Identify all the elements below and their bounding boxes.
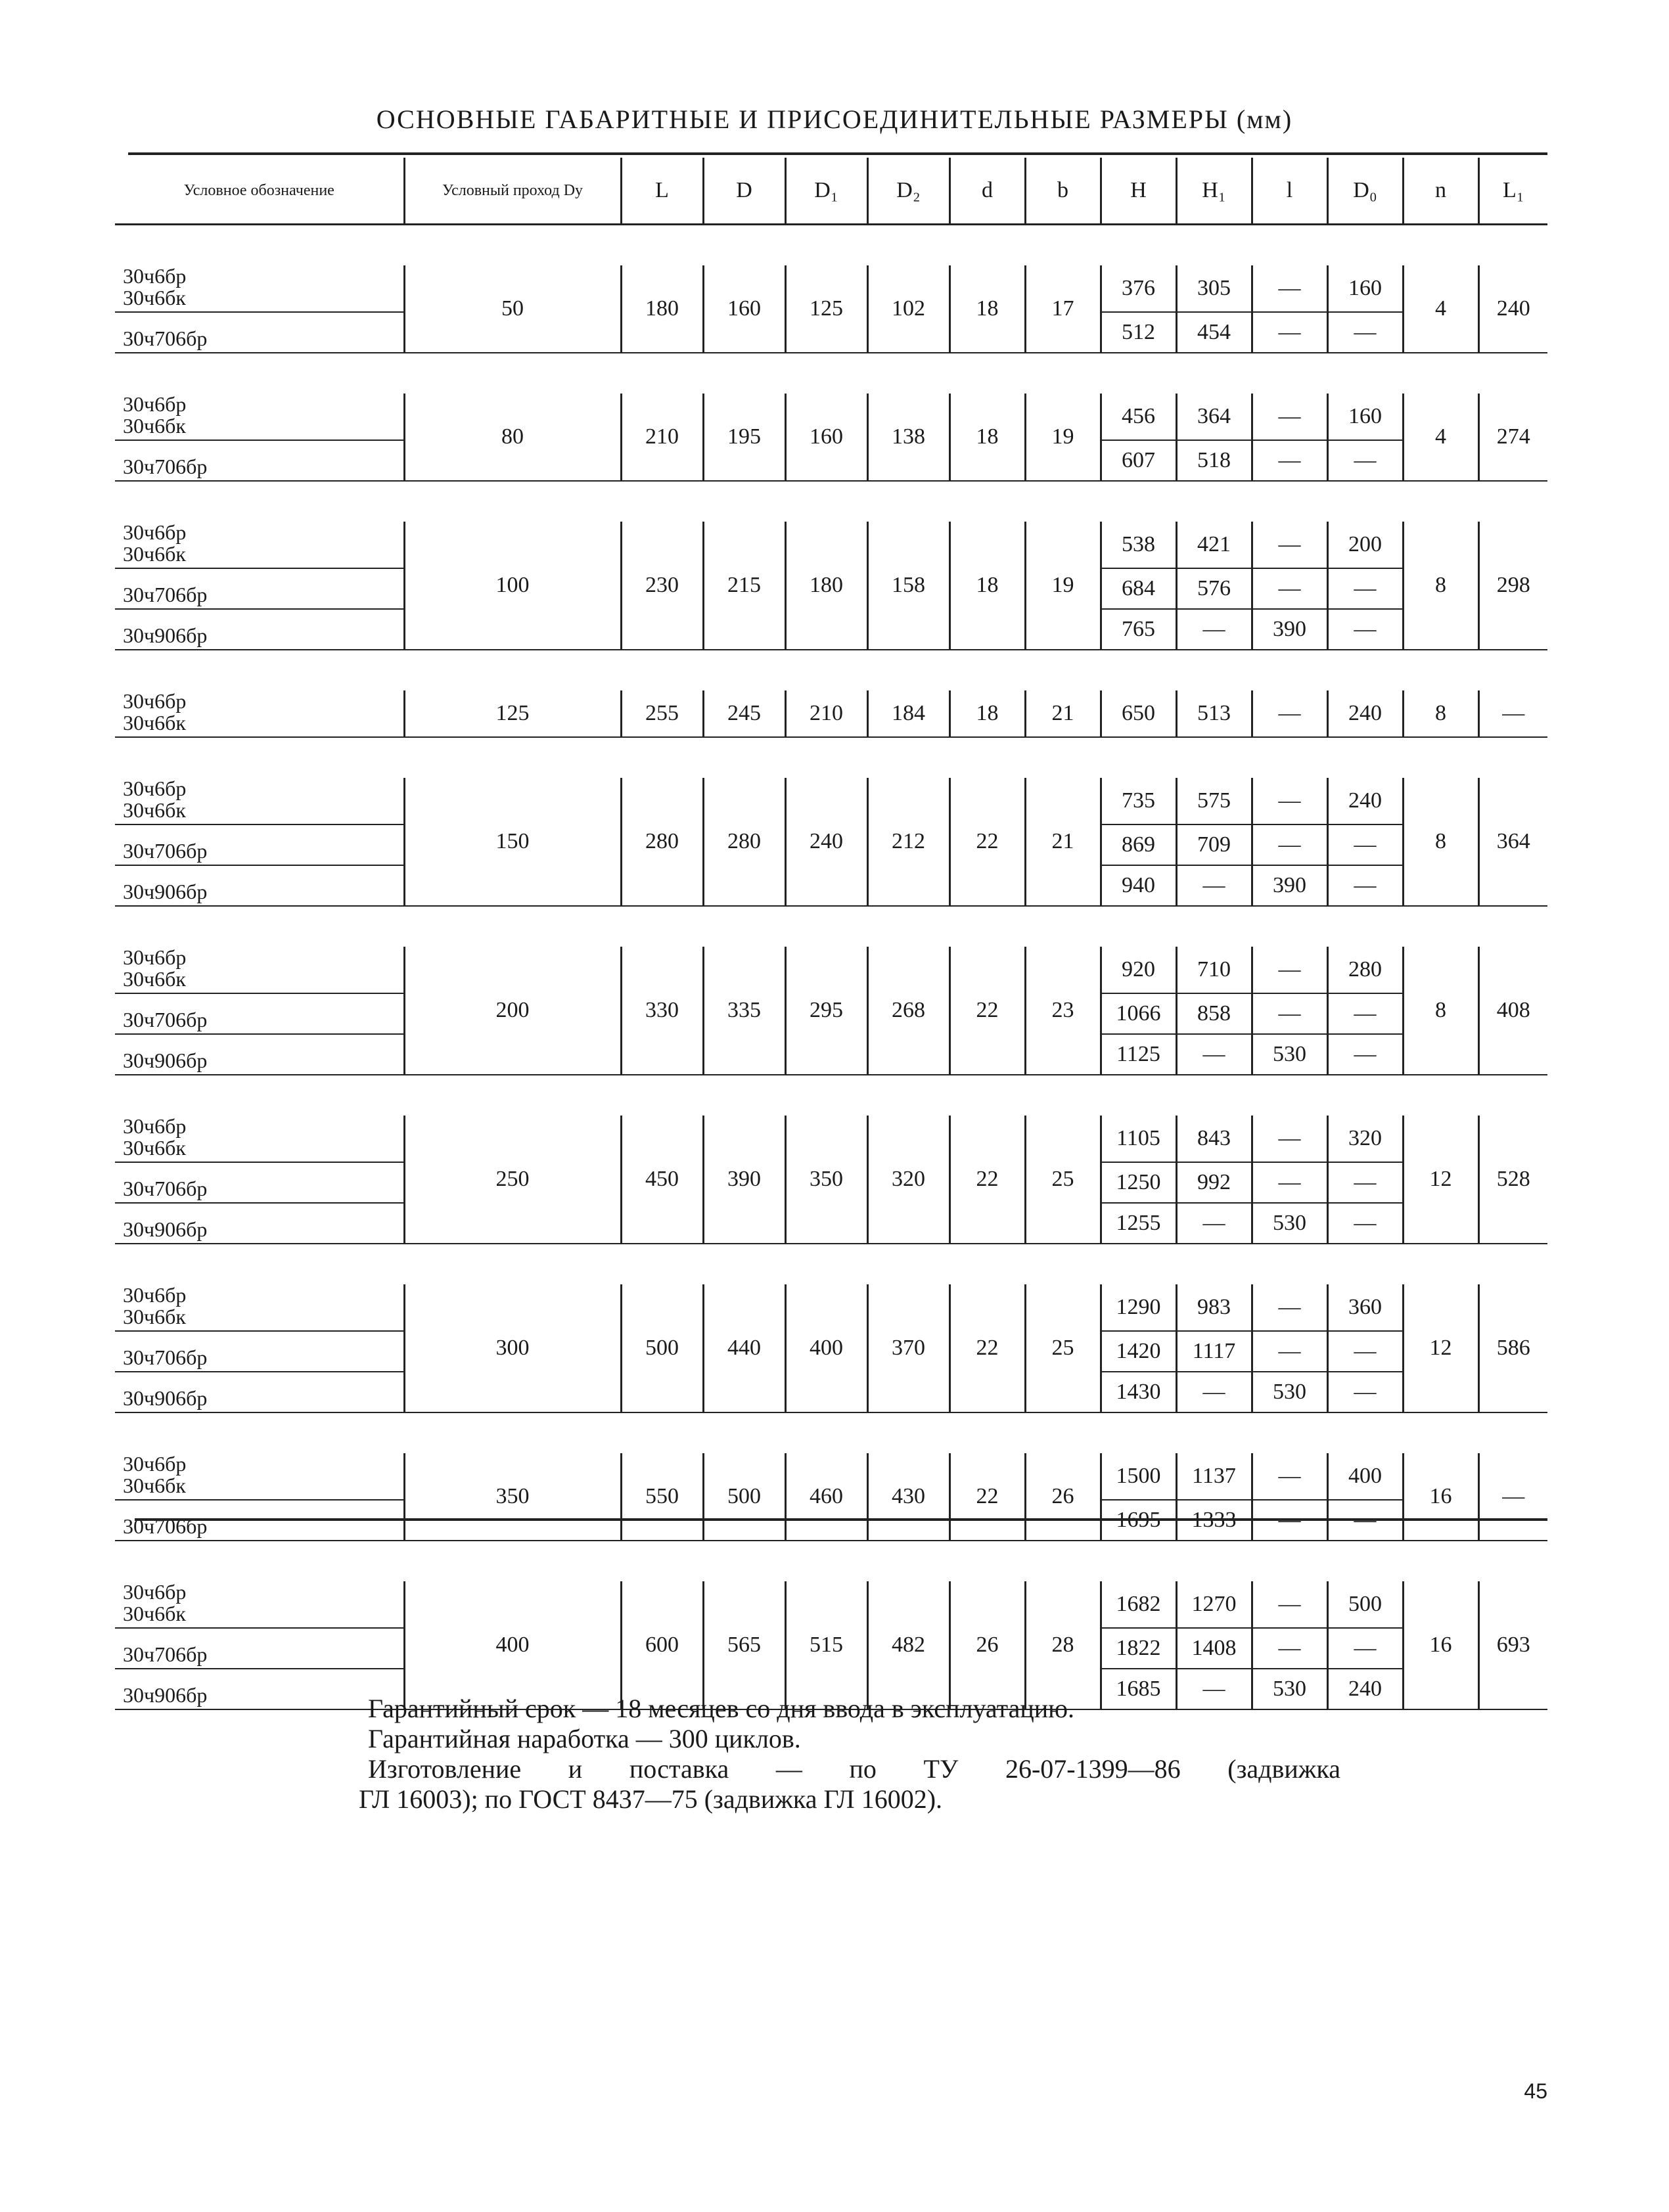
- cell-dy: 200: [404, 947, 621, 1075]
- cell-D: 160: [703, 265, 785, 353]
- header-D0: D₀: [1327, 158, 1403, 225]
- table-row: [115, 1453, 1547, 1500]
- cell-H: 765: [1101, 609, 1176, 650]
- cell-model: [115, 1203, 404, 1244]
- cell-D: 195: [703, 394, 785, 481]
- cell-H1: —: [1176, 1034, 1252, 1075]
- header-l: l: [1252, 158, 1327, 225]
- cell-L1: 298: [1478, 522, 1547, 650]
- cell-H1: 454: [1176, 312, 1252, 353]
- header-model: Условное обозначение: [115, 158, 404, 225]
- note-manufacturing-cont: ГЛ 16003); по ГОСТ 8437—75 (задвижка ГЛ 16002).: [359, 1784, 943, 1814]
- group-spacer: [115, 1412, 1547, 1453]
- model-designation: 30ч6бк: [123, 413, 186, 438]
- table-row: [115, 1116, 1547, 1162]
- cell-H: 1685: [1101, 1669, 1176, 1709]
- cell-n: 12: [1403, 1284, 1478, 1412]
- cell-dy: 150: [404, 778, 621, 906]
- cell-D0: 200: [1327, 522, 1403, 568]
- cell-H1: 364: [1176, 394, 1252, 440]
- cell-D0: —: [1327, 824, 1403, 865]
- cell-model: [115, 778, 404, 824]
- cell-D: 215: [703, 522, 785, 650]
- cell-H: 940: [1101, 865, 1176, 906]
- model-designation: 30ч6бр: [123, 945, 187, 969]
- cell-dy: 80: [404, 394, 621, 481]
- cell-model: [115, 865, 404, 906]
- cell-H: 376: [1101, 265, 1176, 312]
- cell-l: 390: [1252, 609, 1327, 650]
- cell-D0: 400: [1327, 1453, 1403, 1500]
- cell-L: 330: [621, 947, 703, 1075]
- note-warranty-period: Гарантийный срок — 18 месяцев со дня ввода в эксплуатацию.: [368, 1694, 1075, 1723]
- cell-dy: 50: [404, 265, 621, 353]
- cell-l: —: [1252, 1500, 1327, 1541]
- cell-H: 1066: [1101, 993, 1176, 1034]
- cell-l: 530: [1252, 1034, 1327, 1075]
- model-designation: 30ч6бк: [123, 966, 186, 991]
- cell-dy: 125: [404, 690, 621, 737]
- cell-H1: 992: [1176, 1162, 1252, 1203]
- cell-b: 21: [1025, 690, 1101, 737]
- cell-b: 17: [1025, 265, 1101, 353]
- cell-d: 22: [949, 778, 1025, 906]
- cell-H: 538: [1101, 522, 1176, 568]
- cell-D0: —: [1327, 609, 1403, 650]
- cell-H1: 1408: [1176, 1628, 1252, 1669]
- cell-model: [115, 1669, 404, 1709]
- cell-D1: 350: [785, 1116, 867, 1244]
- cell-H: 1125: [1101, 1034, 1176, 1075]
- cell-L1: 693: [1478, 1581, 1547, 1709]
- cell-D1: 210: [785, 690, 867, 737]
- cell-D0: 360: [1327, 1284, 1403, 1331]
- cell-model: [115, 568, 404, 609]
- cell-D1: 125: [785, 265, 867, 353]
- cell-D0: —: [1327, 1500, 1403, 1541]
- cell-H1: 1333: [1176, 1500, 1252, 1541]
- group-spacer: [115, 1244, 1547, 1284]
- cell-D2: 430: [867, 1453, 949, 1541]
- cell-l: 390: [1252, 865, 1327, 906]
- table-bottom-rule: [135, 1518, 1547, 1521]
- cell-D1: 460: [785, 1453, 867, 1541]
- cell-D: 440: [703, 1284, 785, 1412]
- cell-D0: 280: [1327, 947, 1403, 993]
- cell-l: —: [1252, 1284, 1327, 1331]
- cell-D0: 240: [1327, 1669, 1403, 1709]
- cell-L1: —: [1478, 1453, 1547, 1541]
- table-row: [115, 265, 1547, 312]
- cell-D: 565: [703, 1581, 785, 1709]
- group-spacer: [115, 1541, 1547, 1581]
- cell-H1: —: [1176, 1372, 1252, 1412]
- table-row: [115, 1581, 1547, 1628]
- cell-L: 180: [621, 265, 703, 353]
- cell-L: 210: [621, 394, 703, 481]
- header-L1: L₁: [1478, 158, 1547, 225]
- cell-H: 512: [1101, 312, 1176, 353]
- cell-b: 21: [1025, 778, 1101, 906]
- cell-H1: 1137: [1176, 1453, 1252, 1500]
- cell-D0: 320: [1327, 1116, 1403, 1162]
- cell-H1: 1270: [1176, 1581, 1252, 1628]
- header-D1: D₁: [785, 158, 867, 225]
- header-D2: D₂: [867, 158, 949, 225]
- model-designation: 30ч6бк: [123, 1135, 186, 1160]
- cell-b: 26: [1025, 1453, 1101, 1541]
- cell-d: 22: [949, 947, 1025, 1075]
- cell-H1: 858: [1176, 993, 1252, 1034]
- cell-D0: —: [1327, 568, 1403, 609]
- cell-l: —: [1252, 1331, 1327, 1372]
- cell-D: 280: [703, 778, 785, 906]
- cell-n: 8: [1403, 778, 1478, 906]
- cell-H1: 1117: [1176, 1331, 1252, 1372]
- cell-D0: 160: [1327, 394, 1403, 440]
- cell-L1: 274: [1478, 394, 1547, 481]
- cell-D0: —: [1327, 312, 1403, 353]
- table-row: [115, 1284, 1547, 1331]
- cell-l: —: [1252, 522, 1327, 568]
- table-row: [115, 522, 1547, 568]
- cell-H: 1500: [1101, 1453, 1176, 1500]
- cell-D1: 400: [785, 1284, 867, 1412]
- cell-H: 735: [1101, 778, 1176, 824]
- cell-model: [115, 1116, 404, 1162]
- cell-H1: 305: [1176, 265, 1252, 312]
- cell-H: 607: [1101, 440, 1176, 481]
- cell-D0: —: [1327, 993, 1403, 1034]
- cell-model: [115, 1581, 404, 1628]
- cell-L: 280: [621, 778, 703, 906]
- cell-dy: 350: [404, 1453, 621, 1541]
- note-manufacturing: Изготовление и поставка — по ТУ 26-07-1399—86 (задвижка: [368, 1754, 1340, 1784]
- model-designation: 30ч706бр: [123, 582, 208, 606]
- cell-model: [115, 1372, 404, 1412]
- cell-l: 530: [1252, 1372, 1327, 1412]
- cell-D1: 160: [785, 394, 867, 481]
- model-designation: 30ч706бр: [123, 1345, 208, 1369]
- cell-H: 1822: [1101, 1628, 1176, 1669]
- cell-D1: 295: [785, 947, 867, 1075]
- cell-H1: 575: [1176, 778, 1252, 824]
- cell-d: 18: [949, 394, 1025, 481]
- cell-H1: 576: [1176, 568, 1252, 609]
- model-designation: 30ч706бр: [123, 838, 208, 863]
- model-designation: 30ч6бр: [123, 776, 187, 800]
- model-designation: 30ч6бр: [123, 1114, 187, 1138]
- cell-n: 16: [1403, 1581, 1478, 1709]
- cell-model: [115, 947, 404, 993]
- cell-D0: —: [1327, 1162, 1403, 1203]
- cell-b: 19: [1025, 394, 1101, 481]
- cell-L: 450: [621, 1116, 703, 1244]
- model-designation: 30ч6бк: [123, 1601, 186, 1625]
- cell-b: 25: [1025, 1284, 1101, 1412]
- cell-model: [115, 1034, 404, 1075]
- header-dy: Условный проход Dy: [404, 158, 621, 225]
- model-designation: 30ч906бр: [123, 879, 208, 903]
- table-row: [115, 394, 1547, 440]
- cell-l: —: [1252, 1453, 1327, 1500]
- model-designation: 30ч706бр: [123, 1176, 208, 1200]
- cell-model: [115, 1162, 404, 1203]
- model-designation: 30ч906бр: [123, 1217, 208, 1241]
- cell-H: 1255: [1101, 1203, 1176, 1244]
- model-designation: 30ч906бр: [123, 1048, 208, 1072]
- table-header-row: [115, 158, 1547, 225]
- header-L: L: [621, 158, 703, 225]
- group-spacer: [115, 906, 1547, 947]
- cell-L1: 364: [1478, 778, 1547, 906]
- cell-D2: 212: [867, 778, 949, 906]
- cell-l: —: [1252, 690, 1327, 737]
- header-H1: H₁: [1176, 158, 1252, 225]
- cell-H: 1290: [1101, 1284, 1176, 1331]
- header-H: H: [1101, 158, 1176, 225]
- group-spacer: [115, 650, 1547, 690]
- cell-L1: 408: [1478, 947, 1547, 1075]
- cell-D2: 102: [867, 265, 949, 353]
- cell-L: 600: [621, 1581, 703, 1709]
- notes: [359, 1694, 1340, 1815]
- table-row: [115, 778, 1547, 824]
- group-spacer: [115, 737, 1547, 778]
- cell-dy: 250: [404, 1116, 621, 1244]
- cell-D2: 138: [867, 394, 949, 481]
- cell-model: [115, 690, 404, 737]
- cell-L1: 586: [1478, 1284, 1547, 1412]
- cell-H1: —: [1176, 1203, 1252, 1244]
- cell-l: —: [1252, 1628, 1327, 1669]
- model-designation: 30ч6бк: [123, 285, 186, 309]
- model-designation: 30ч6бр: [123, 688, 187, 713]
- cell-H: 1105: [1101, 1116, 1176, 1162]
- cell-D0: —: [1327, 1372, 1403, 1412]
- cell-D0: —: [1327, 1034, 1403, 1075]
- cell-b: 23: [1025, 947, 1101, 1075]
- cell-model: [115, 824, 404, 865]
- cell-L1: 240: [1478, 265, 1547, 353]
- cell-d: 18: [949, 265, 1025, 353]
- cell-d: 22: [949, 1284, 1025, 1412]
- cell-n: 4: [1403, 394, 1478, 481]
- cell-H1: —: [1176, 865, 1252, 906]
- cell-n: 8: [1403, 690, 1478, 737]
- cell-D0: —: [1327, 1203, 1403, 1244]
- cell-model: [115, 440, 404, 481]
- page-title: ОСНОВНЫЕ ГАБАРИТНЫЕ И ПРИСОЕДИНИТЕЛЬНЫЕ РАЗМЕРЫ (мм): [376, 104, 1293, 134]
- cell-model: [115, 1628, 404, 1669]
- cell-H1: 513: [1176, 690, 1252, 737]
- header-b: b: [1025, 158, 1101, 225]
- cell-H: 869: [1101, 824, 1176, 865]
- model-designation: 30ч906бр: [123, 1386, 208, 1410]
- model-designation: 30ч706бр: [123, 454, 208, 478]
- model-designation: 30ч706бр: [123, 1642, 208, 1666]
- cell-H1: 710: [1176, 947, 1252, 993]
- model-designation: 30ч6бк: [123, 798, 186, 822]
- table-top-rule: [128, 152, 1547, 155]
- cell-L1: 528: [1478, 1116, 1547, 1244]
- cell-H1: 709: [1176, 824, 1252, 865]
- table-row: [115, 947, 1547, 993]
- cell-l: —: [1252, 947, 1327, 993]
- model-designation: 30ч6бр: [123, 263, 187, 288]
- group-spacer: [115, 1075, 1547, 1116]
- cell-H: 650: [1101, 690, 1176, 737]
- cell-model: [115, 1453, 404, 1500]
- cell-D: 335: [703, 947, 785, 1075]
- cell-dy: 100: [404, 522, 621, 650]
- cell-H: 920: [1101, 947, 1176, 993]
- cell-D2: 268: [867, 947, 949, 1075]
- cell-L: 500: [621, 1284, 703, 1412]
- table-body: [115, 225, 1547, 1709]
- model-designation: 30ч6бр: [123, 392, 187, 416]
- cell-H1: 421: [1176, 522, 1252, 568]
- cell-H: 456: [1101, 394, 1176, 440]
- cell-D0: —: [1327, 440, 1403, 481]
- header-n: n: [1403, 158, 1478, 225]
- cell-d: 22: [949, 1453, 1025, 1541]
- cell-D0: —: [1327, 865, 1403, 906]
- cell-d: 18: [949, 690, 1025, 737]
- group-spacer: [115, 225, 1547, 265]
- cell-L1: —: [1478, 690, 1547, 737]
- cell-D2: 184: [867, 690, 949, 737]
- cell-l: —: [1252, 824, 1327, 865]
- model-designation: 30ч6бр: [123, 1451, 187, 1476]
- cell-l: —: [1252, 265, 1327, 312]
- cell-dy: 300: [404, 1284, 621, 1412]
- cell-l: —: [1252, 440, 1327, 481]
- cell-l: 530: [1252, 1669, 1327, 1709]
- model-designation: 30ч906бр: [123, 1682, 208, 1707]
- header-D: D: [703, 158, 785, 225]
- model-designation: 30ч706бр: [123, 326, 208, 350]
- cell-model: [115, 1331, 404, 1372]
- model-designation: 30ч906бр: [123, 623, 208, 647]
- cell-b: 25: [1025, 1116, 1101, 1244]
- model-designation: 30ч706бр: [123, 1007, 208, 1031]
- group-spacer: [115, 353, 1547, 394]
- cell-n: 12: [1403, 1116, 1478, 1244]
- cell-L: 550: [621, 1453, 703, 1541]
- cell-d: 26: [949, 1581, 1025, 1709]
- model-designation: 30ч6бк: [123, 541, 186, 566]
- cell-l: —: [1252, 568, 1327, 609]
- cell-H: 1250: [1101, 1162, 1176, 1203]
- cell-D2: 320: [867, 1116, 949, 1244]
- cell-D0: —: [1327, 1331, 1403, 1372]
- cell-b: 19: [1025, 522, 1101, 650]
- cell-D2: 158: [867, 522, 949, 650]
- cell-l: —: [1252, 1581, 1327, 1628]
- cell-D: 245: [703, 690, 785, 737]
- dimensions-table: [115, 158, 1547, 1710]
- cell-n: 4: [1403, 265, 1478, 353]
- cell-H1: —: [1176, 1669, 1252, 1709]
- model-designation: 30ч6бк: [123, 1304, 186, 1328]
- cell-H: 684: [1101, 568, 1176, 609]
- cell-H1: 518: [1176, 440, 1252, 481]
- cell-H: 1420: [1101, 1331, 1176, 1372]
- cell-D2: 370: [867, 1284, 949, 1412]
- note-warranty-cycles: Гарантийная наработка — 300 циклов.: [368, 1724, 801, 1753]
- cell-l: —: [1252, 993, 1327, 1034]
- page-number: 45: [1524, 2079, 1547, 2103]
- model-designation: 30ч6бр: [123, 1282, 187, 1307]
- cell-n: 16: [1403, 1453, 1478, 1541]
- cell-l: —: [1252, 1162, 1327, 1203]
- cell-H: 1430: [1101, 1372, 1176, 1412]
- cell-D1: 240: [785, 778, 867, 906]
- group-spacer: [115, 481, 1547, 522]
- cell-D1: 515: [785, 1581, 867, 1709]
- cell-model: [115, 394, 404, 440]
- cell-l: —: [1252, 312, 1327, 353]
- model-designation: 30ч6бк: [123, 710, 186, 734]
- table-row: [115, 690, 1547, 737]
- cell-D: 390: [703, 1116, 785, 1244]
- cell-H: 1682: [1101, 1581, 1176, 1628]
- cell-l: 530: [1252, 1203, 1327, 1244]
- cell-D0: 240: [1327, 778, 1403, 824]
- cell-d: 22: [949, 1116, 1025, 1244]
- cell-H1: 843: [1176, 1116, 1252, 1162]
- cell-dy: 400: [404, 1581, 621, 1709]
- cell-H1: 983: [1176, 1284, 1252, 1331]
- header-d: d: [949, 158, 1025, 225]
- model-designation: 30ч706бр: [123, 1514, 208, 1538]
- cell-H: 1695: [1101, 1500, 1176, 1541]
- cell-d: 18: [949, 522, 1025, 650]
- cell-l: —: [1252, 1116, 1327, 1162]
- cell-L: 230: [621, 522, 703, 650]
- cell-L: 255: [621, 690, 703, 737]
- cell-D0: 240: [1327, 690, 1403, 737]
- model-designation: 30ч6бк: [123, 1473, 186, 1497]
- cell-model: [115, 312, 404, 353]
- cell-n: 8: [1403, 522, 1478, 650]
- cell-D: 500: [703, 1453, 785, 1541]
- cell-H1: —: [1176, 609, 1252, 650]
- cell-b: 28: [1025, 1581, 1101, 1709]
- cell-D2: 482: [867, 1581, 949, 1709]
- cell-model: [115, 993, 404, 1034]
- cell-D0: —: [1327, 1628, 1403, 1669]
- cell-model: [115, 1284, 404, 1331]
- cell-D0: 160: [1327, 265, 1403, 312]
- cell-l: —: [1252, 394, 1327, 440]
- cell-model: [115, 609, 404, 650]
- cell-D0: 500: [1327, 1581, 1403, 1628]
- model-designation: 30ч6бр: [123, 1579, 187, 1604]
- cell-D1: 180: [785, 522, 867, 650]
- cell-n: 8: [1403, 947, 1478, 1075]
- model-designation: 30ч6бр: [123, 520, 187, 544]
- cell-model: [115, 265, 404, 312]
- cell-l: —: [1252, 778, 1327, 824]
- cell-model: [115, 522, 404, 568]
